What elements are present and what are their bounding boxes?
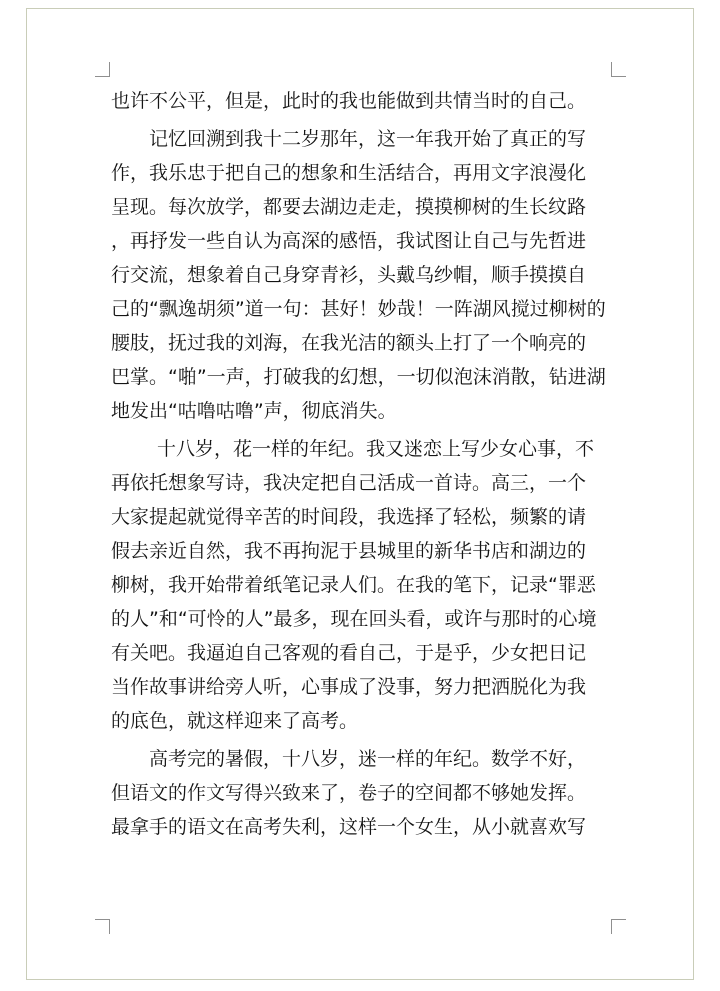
text-line: 有关吧。我逼迫自己客观的看自己，于是乎，少女把日记 bbox=[111, 642, 587, 664]
text-line: 当作故事讲给旁人听，心事成了没事，努力把洒脱化为我 bbox=[111, 676, 587, 698]
crop-mark-bottom-right bbox=[611, 919, 626, 934]
paragraph-2 bbox=[111, 122, 611, 428]
text-line: 十八岁，花一样的年纪。我又迷恋上写少女心事，不 bbox=[157, 438, 595, 460]
text-line: 的人”和“可怜的人”最多，现在回头看，或许与那时的心境 bbox=[111, 608, 597, 630]
paragraph-4 bbox=[111, 742, 611, 844]
text-line: 记忆回溯到我十二岁那年，这一年我开始了真正的写 bbox=[149, 128, 587, 150]
crop-mark-top-left bbox=[95, 62, 110, 77]
text-line: 巴掌。“啪”一声，打破我的幻想，一切似泡沫消散，钻进湖 bbox=[111, 366, 606, 388]
paragraph-3 bbox=[111, 432, 611, 738]
text-line: 作，我乐忠于把自己的想象和生活结合，再用文字浪漫化 bbox=[111, 162, 587, 184]
crop-mark-top-right bbox=[611, 62, 626, 77]
paragraph-1 bbox=[111, 84, 611, 118]
crop-mark-bottom-left bbox=[95, 919, 110, 934]
text-line: 高考完的暑假，十八岁，迷一样的年纪。数学不好， bbox=[149, 748, 587, 770]
text-line: 但语文的作文写得兴致来了，卷子的空间都不够她发挥。 bbox=[111, 782, 587, 804]
text-line: 柳树，我开始带着纸笔记录人们。在我的笔下，记录“罪恶 bbox=[111, 574, 596, 596]
text-line: 己的“飘逸胡须”道一句：甚好！妙哉！一阵湖风搅过柳树的 bbox=[111, 298, 606, 320]
text-line: 呈现。每次放学，都要去湖边走走，摸摸柳树的生长纹路 bbox=[111, 196, 587, 218]
text-line: 大家提起就觉得辛苦的时间段，我选择了轻松，频繁的请 bbox=[111, 506, 587, 528]
text-line: 假去亲近自然，我不再拘泥于县城里的新华书店和湖边的 bbox=[111, 540, 587, 562]
text-line: 行交流，想象着自己身穿青衫，头戴乌纱帽，顺手摸摸自 bbox=[111, 264, 587, 286]
text-line: 腰肢，抚过我的刘海，在我光洁的额头上打了一个响亮的 bbox=[111, 332, 587, 354]
text-line: ，再抒发一些自认为高深的感悟，我试图让自己与先哲进 bbox=[111, 230, 587, 252]
text-line: 最拿手的语文在高考失利，这样一个女生，从小就喜欢写 bbox=[111, 816, 587, 838]
text-line: 再依托想象写诗，我决定把自己活成一首诗。高三，一个 bbox=[111, 472, 587, 494]
text-line: 地发出“咕噜咕噜”声，彻底消失。 bbox=[111, 400, 397, 422]
text-line: 的底色，就这样迎来了高考。 bbox=[111, 710, 359, 732]
text-line: 也许不公平，但是，此时的我也能做到共情当时的自己。 bbox=[111, 90, 587, 112]
document-body bbox=[111, 84, 611, 844]
